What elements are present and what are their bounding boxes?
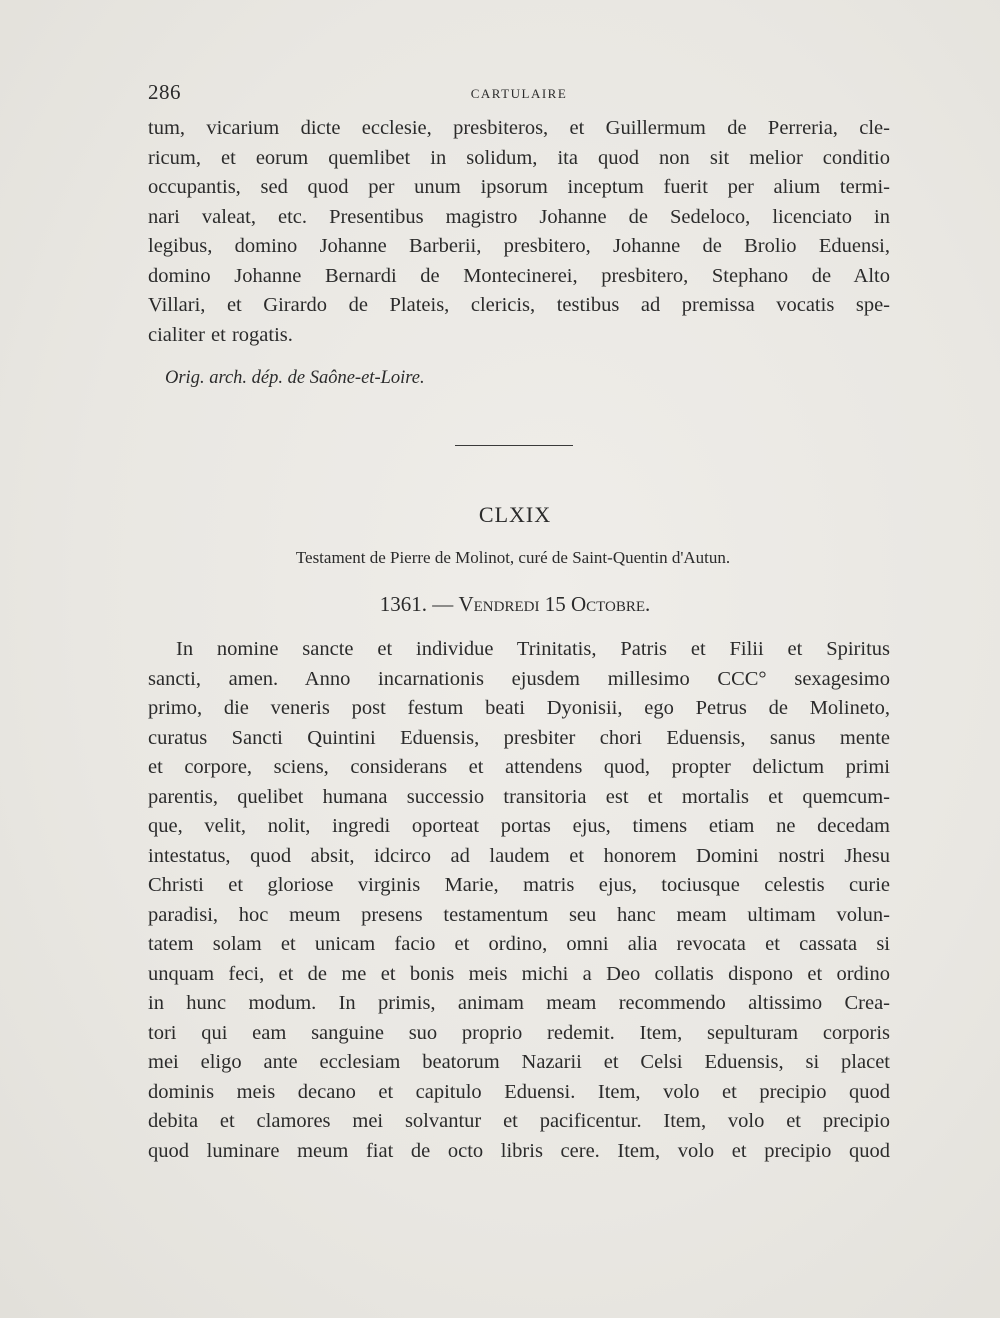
text-line: parentis, quelibet humana successio transitoria est et mortalis et quemcum- <box>148 785 890 808</box>
text-line: nari valeat, etc. Presentibus magistro Johanne de Sedeloco, licenciato in <box>148 205 890 228</box>
text-line: Christi et gloriose virginis Marie, matris ejus, tociusque celestis curie <box>148 874 890 896</box>
date-text: Vendredi 15 Octobre. <box>458 592 651 616</box>
text-line: intestatus, quod absit, idcirco ad laudem et honorem Domini nostri Jhesu <box>148 844 890 867</box>
date-year: 1361. — <box>379 592 459 616</box>
text-line: cialiter et rogatis. <box>148 323 293 346</box>
text-line: sancti, amen. Anno incarnationis ejusdem millesimo CCC° sexagesimo <box>148 667 890 690</box>
text-line: occupantis, sed quod per unum ipsorum inceptum fuerit per alium termi- <box>148 176 890 198</box>
text-line: In nomine sancte et individue Trinitatis, Patris et Filii et Spiritus <box>176 638 890 660</box>
text-line: legibus, domino Johanne Barberii, presbitero, Johanne de Brolio Eduensi, <box>148 235 890 257</box>
text-line: dominis meis decano et capitulo Eduensi. Item, volo et precipio quod <box>148 1080 890 1103</box>
text-line: domino Johanne Bernardi de Montecinerei, presbitero, Stephano de Alto <box>148 264 890 287</box>
text-line: tatem solam et unicam facio et ordino, omni alia revocata et cassata si <box>148 933 890 955</box>
source-note: Orig. arch. dép. de Saône-et-Loire. <box>165 368 425 388</box>
running-head <box>148 80 890 110</box>
text-line: unquam feci, et de me et bonis meis michi a Deo collatis dispono et ordino <box>148 962 890 985</box>
continuation-paragraph <box>148 114 890 350</box>
text-line: in hunc modum. In primis, animam meam recommendo altissimo Crea- <box>148 992 890 1014</box>
document-number: CLXIX <box>478 502 552 527</box>
text-line: primo, die veneris post festum beati Dyonisii, ego Petrus de Molineto, <box>148 697 890 719</box>
running-title: CARTULAIRE <box>470 86 568 101</box>
text-line: ricum, et eorum quemlibet in solidum, ita quod non sit melior conditio <box>148 146 890 169</box>
text-line: et corpore, sciens, considerans et attendens quod, propter delictum primi <box>148 756 890 778</box>
body-paragraph <box>148 635 890 1166</box>
text-line: tum, vicarium dicte ecclesie, presbiteros, et Guillermum de Perreria, cle- <box>148 117 890 139</box>
section-divider <box>455 445 573 446</box>
text-line: quod luminare meum fiat de octo libris cere. Item, volo et precipio quod <box>148 1139 890 1162</box>
text-line: tori qui eam sanguine suo proprio redemit. Item, sepulturam corporis <box>148 1021 890 1044</box>
document-date <box>0 592 1000 617</box>
text-line: mei eligo ante ecclesiam beatorum Nazarii et Celsi Eduensis, si placet <box>148 1051 890 1073</box>
text-line: curatus Sancti Quintini Eduensis, presbiter chori Eduensis, sanus mente <box>148 726 890 749</box>
text-line: que, velit, nolit, ingredi oporteat portas ejus, timens etiam ne decedam <box>148 815 890 837</box>
document-title: Testament de Pierre de Molinot, curé de Saint-Quentin d'Autun. <box>295 548 731 567</box>
text-line: debita et clamores mei solvantur et pacificentur. Item, volo et precipio <box>148 1110 890 1132</box>
text-line: paradisi, hoc meum presens testamentum seu hanc meam ultimam volun- <box>148 903 890 926</box>
page-number: 286 <box>148 80 181 104</box>
text-line: Villari, et Girardo de Plateis, clericis, testibus ad premissa vocatis spe- <box>148 294 890 316</box>
